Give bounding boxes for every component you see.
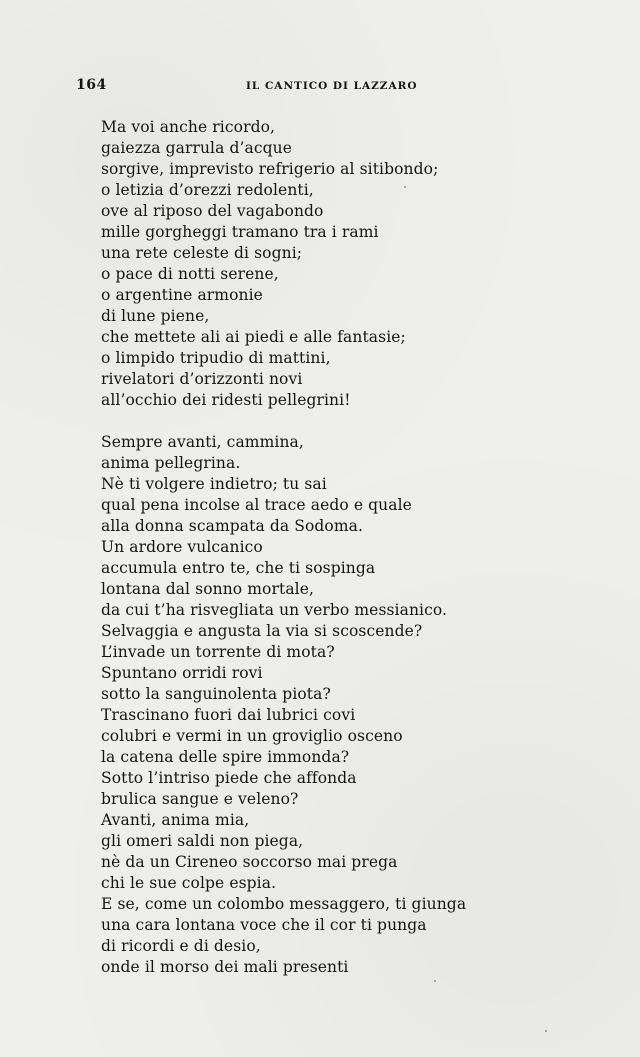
verse-line: onde il morso dei mali presenti [101,958,349,976]
verse-line: Spuntano orridi rovi [101,664,263,682]
verse-line: chi le sue colpe espia. [101,874,277,892]
verse-line: sorgive, imprevisto refrigerio al sitibondo; [101,160,439,178]
verse-line: ove al riposo del vagabondo [101,202,324,220]
verse-line: Selvaggia e angusta la via si scoscende? [101,622,423,640]
verse-line: la catena delle spire immonda? [101,748,350,766]
verse-line: qual pena incolse al trace aedo e quale [101,496,412,514]
verse-line: gaiezza garrula d’acque [101,139,293,157]
verse-line: che mettete ali ai piedi e alle fantasie; [101,328,406,346]
page-number: 164 [76,77,107,93]
verse-line: di lune piene, [101,307,210,325]
verse-line: L’invade un torrente di mota? [101,643,335,661]
verse-line: o letizia d’orezzi redolenti, [101,181,314,199]
verse-line: gli omeri saldi non piega, [101,832,304,850]
verse-line: di ricordi e di desio, [101,937,261,955]
stanza-1 [101,117,481,411]
poem-text [101,117,481,978]
page-header [76,77,546,97]
running-title: IL CANTICO DI LAZZARO [246,80,418,92]
verse-line: o pace di notti serene, [101,265,279,283]
verse-line: Trascinano fuori dai lubrici covi [101,706,356,724]
verse-line: anima pellegrina. [101,454,241,472]
verse-line: mille gorgheggi tramano tra i rami [101,223,379,241]
verse-line: nè da un Cireneo soccorso mai prega [101,853,398,871]
verse-line: accumula entro te, che ti sospinga [101,559,376,577]
paper-speck [545,1030,547,1032]
paper-speck [404,186,406,188]
verse-line: Sotto l’intriso piede che affonda [101,769,357,787]
verse-line: Nè ti volgere indietro; tu sai [101,475,327,493]
verse-line: o argentine armonie [101,286,263,304]
verse-line: alla donna scampata da Sodoma. [101,517,364,535]
verse-line: Ma voi anche ricordo, [101,118,276,136]
verse-line: una rete celeste di sogni; [101,244,303,262]
verse-line: Sempre avanti, cammina, [101,433,304,451]
verse-line: da cui t’ha risvegliata un verbo messianico. [101,601,448,619]
verse-line: colubri e vermi in un groviglio osceno [101,727,403,745]
verse-line: lontana dal sonno mortale, [101,580,315,598]
stanza-2 [101,432,481,978]
verse-line: rivelatori d’orizzonti novi [101,370,303,388]
verse-line: Un ardore vulcanico [101,538,263,556]
verse-line: Avanti, anima mia, [101,811,250,829]
verse-line: sotto la sanguinolenta piota? [101,685,331,703]
verse-line: una cara lontana voce che il cor ti punga [101,916,427,934]
verse-line: brulica sangue e veleno? [101,790,299,808]
paper-speck [434,980,436,982]
verse-line: E se, come un colombo messaggero, ti giunga [101,895,467,913]
verse-line: all’occhio dei ridesti pellegrini! [101,391,351,409]
verse-line: o limpido tripudio di mattini, [101,349,331,367]
